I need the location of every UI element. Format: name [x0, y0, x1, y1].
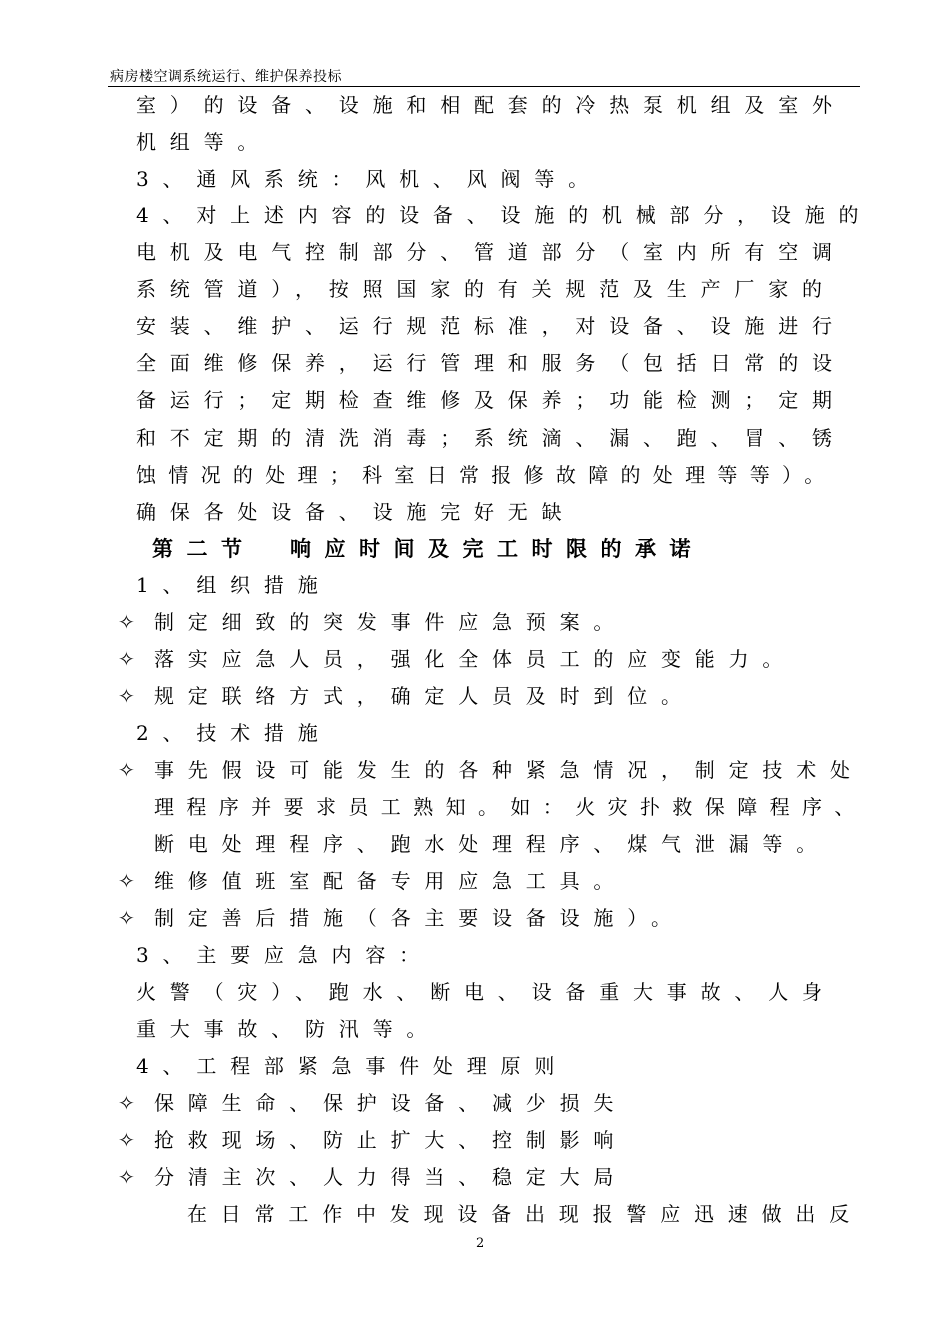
body-line: 全面维修保养，运行管理和服务（包括日常的设 — [136, 351, 846, 375]
bullet-icon: ✧ — [118, 1091, 135, 1115]
body-line: 备运行；定期检查维修及保养；功能检测；定期 — [136, 388, 846, 412]
bullet-icon: ✧ — [118, 758, 135, 782]
bullet-icon: ✧ — [118, 610, 135, 634]
bullet-icon: ✧ — [118, 1165, 135, 1189]
body-line: 机组等。 — [136, 130, 272, 154]
list-item: 分清主次、人力得当、稳定大局 — [154, 1165, 628, 1189]
subheading-technical: 2、技术措施 — [136, 721, 332, 745]
list-item-continuation: 断电处理程序、跑水处理程序、煤气泄漏等。 — [154, 832, 830, 856]
body-line: 安装、维护、运行规范标准，对设备、设施进行 — [136, 314, 846, 338]
body-line: 室）的设备、设施和相配套的冷热泵机组及室外 — [136, 93, 846, 117]
list-item-continuation: 理程序并要求员工熟知。如：火灾扑救保障程序、 — [154, 795, 867, 819]
subheading-organization: 1、组织措施 — [136, 573, 332, 597]
bullet-icon: ✧ — [118, 647, 135, 671]
list-item: 制定善后措施（各主要设备设施）。 — [154, 906, 685, 930]
bullet-icon: ✧ — [118, 684, 135, 708]
page-number: 2 — [476, 1236, 485, 1251]
body-line: 电机及电气控制部分、管道部分（室内所有空调 — [136, 240, 846, 264]
body-line: 重大事故、防汛等。 — [136, 1017, 441, 1041]
bullet-icon: ✧ — [118, 1128, 135, 1152]
subheading-principles: 4、工程部紧急事件处理原则 — [136, 1054, 569, 1078]
list-item: 抢救现场、防止扩大、控制影响 — [154, 1128, 628, 1152]
body-line: 4、对上述内容的设备、设施的机械部分，设施的 — [136, 203, 873, 227]
header-title: 病房楼空调系统运行、维护保养投标 — [110, 69, 342, 85]
body-line: 在日常工作中发现设备出现报警应迅速做出反 — [187, 1202, 863, 1226]
list-item: 事先假设可能发生的各种紧急情况，制定技术处 — [154, 758, 864, 782]
subheading-emergency: 3、主要应急内容： — [136, 943, 433, 967]
list-item: 规定联络方式，确定人员及时到位。 — [154, 684, 695, 708]
body-line: 火警（灾）、跑水、断电、设备重大事故、人身 — [136, 980, 836, 1004]
body-line: 和不定期的清洗消毒；系统滴、漏、跑、冒、锈 — [136, 426, 846, 450]
bullet-icon: ✧ — [118, 869, 135, 893]
list-item: 维修值班室配备专用应急工具。 — [154, 869, 628, 893]
list-item: 保障生命、保护设备、减少损失 — [154, 1091, 628, 1115]
section-heading: 第二节 响应时间及完工时限的承诺 — [152, 536, 704, 561]
body-line: 蚀情况的处理；科室日常报修故障的处理等等）。 — [136, 463, 837, 487]
body-line: 确保各处设备、设施完好无缺 — [136, 500, 576, 524]
body-line: 系统管道），按照国家的有关规范及生产厂家的 — [136, 277, 836, 301]
list-item: 落实应急人员，强化全体员工的应变能力。 — [154, 647, 797, 671]
body-line: 3、通风系统：风机、风阀等。 — [136, 167, 602, 191]
list-item: 制定细致的突发事件应急预案。 — [154, 610, 628, 634]
page-header — [108, 62, 860, 87]
bullet-icon: ✧ — [118, 906, 135, 930]
